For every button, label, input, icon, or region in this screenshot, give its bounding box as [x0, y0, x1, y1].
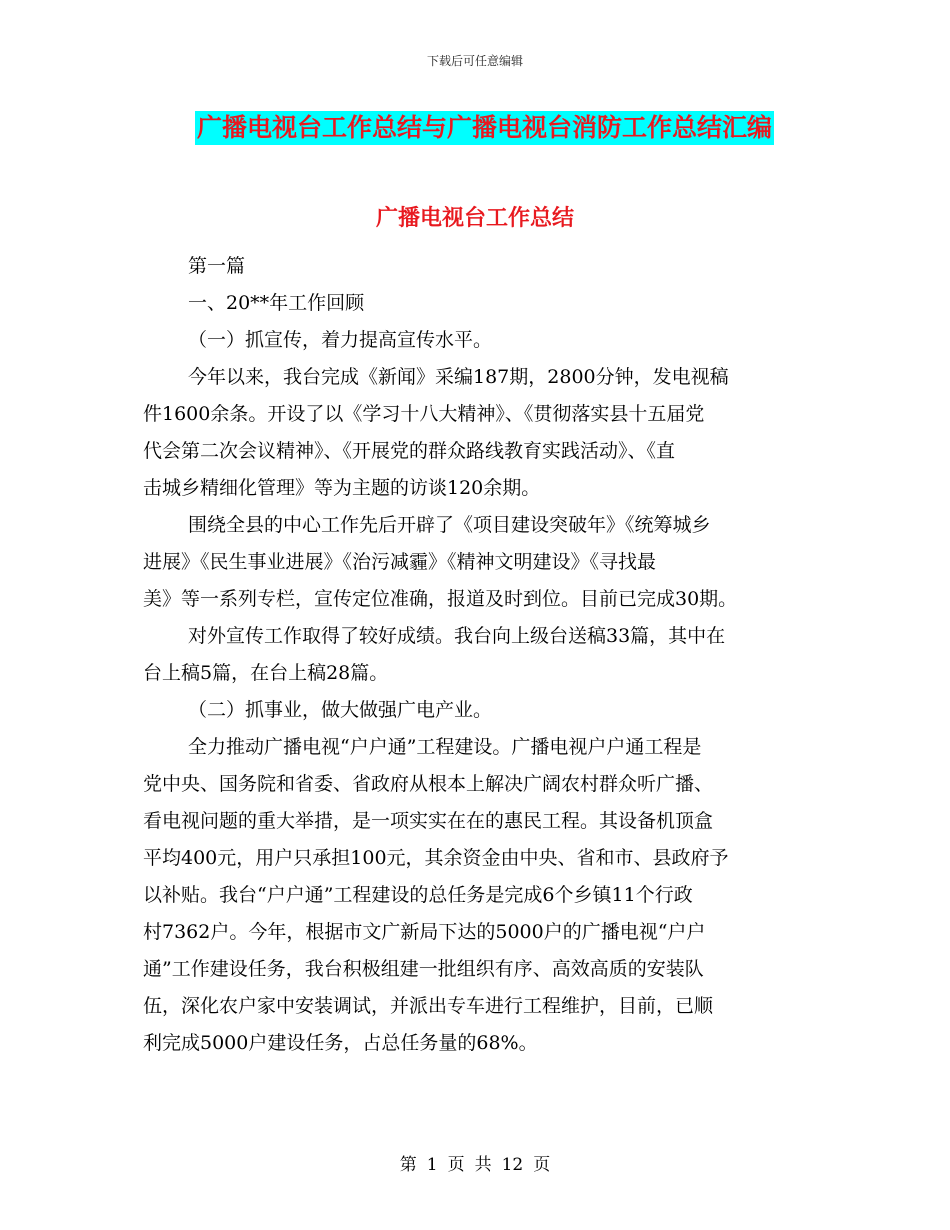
paragraph-line: 看电视问题的重大举措，是一项实实在在的惠民工程。其设备机顶盒	[143, 810, 714, 832]
header-note: 下载后可任意编辑	[426, 54, 523, 68]
paragraph-line: 伍，深化农户家中安装调试，并派出专车进行工程维护，目前，已顺	[143, 995, 714, 1017]
total-label-suffix: 页	[533, 1155, 551, 1175]
total-label-prefix: 共	[474, 1155, 492, 1175]
paragraph-line: 平均400元，用户只承担100元，其余资金由中央、省和市、县政府予	[143, 847, 729, 869]
paragraph-line: 村7362户。今年，根据市文广新局下达的5000户的广播电视“户户	[143, 921, 706, 943]
document-body	[143, 248, 808, 1062]
paragraph-line: 以补贴。我台“户户通”工程建设的总任务是完成6个乡镇11个行政	[143, 884, 693, 906]
paragraph-line: 党中央、国务院和省委、省政府从根本上解决广阔农村群众听广播、	[143, 773, 714, 795]
paragraph-line: 全力推动广播电视“户户通”工程建设。广播电视户户通工程是	[188, 736, 702, 758]
paragraph-line: 件1600余条。开设了以《学习十八大精神》、《贯彻落实县十五届党	[143, 403, 705, 425]
total-pages: 12	[501, 1155, 524, 1175]
paragraph-line: 通”工作建设任务，我台积极组建一批组织有序、高效高质的安装队	[143, 958, 704, 980]
document-main-title: 广播电视台工作总结与广播电视台消防工作总结汇编	[195, 111, 774, 145]
paragraph-line: 利完成5000户建设任务，占总任务量的68%。	[143, 1032, 538, 1054]
page-label-mid: 页	[447, 1155, 465, 1175]
subsection-heading: （二）抓事业，做大做强广电产业。	[188, 699, 493, 721]
page-number: 1	[426, 1155, 438, 1175]
paragraph-line: 台上稿5篇，在台上稿28篇。	[143, 662, 389, 684]
paragraph-line: 进展》《民生事业进展》《治污减霾》《精神文明建设》《寻找最	[143, 551, 657, 573]
page-footer	[0, 1154, 950, 1176]
paragraph-line: 对外宣传工作取得了较好成绩。我台向上级台送稿33篇，其中在	[188, 625, 726, 647]
paragraph-line: 今年以来，我台完成《新闻》采编187期，2800分钟，发电视稿	[188, 366, 729, 388]
section-heading: 一、20**年工作回顾	[188, 292, 365, 314]
section-title: 广播电视台工作总结	[375, 205, 574, 231]
page-label-prefix: 第	[399, 1155, 417, 1175]
paragraph-line: 围绕全县的中心工作先后开辟了《项目建设突破年》《统筹城乡	[188, 514, 711, 536]
paragraph-line: 击城乡精细化管理》等为主题的访谈120余期。	[143, 477, 541, 499]
paragraph-line: 美》等一系列专栏，宣传定位准确，报道及时到位。目前已完成30期。	[143, 588, 738, 610]
chapter-label: 第一篇	[188, 255, 246, 277]
subsection-heading: （一）抓宣传，着力提高宣传水平。	[188, 329, 493, 351]
paragraph-line: 代会第二次会议精神》、《开展党的群众路线教育实践活动》、《直	[143, 440, 676, 462]
